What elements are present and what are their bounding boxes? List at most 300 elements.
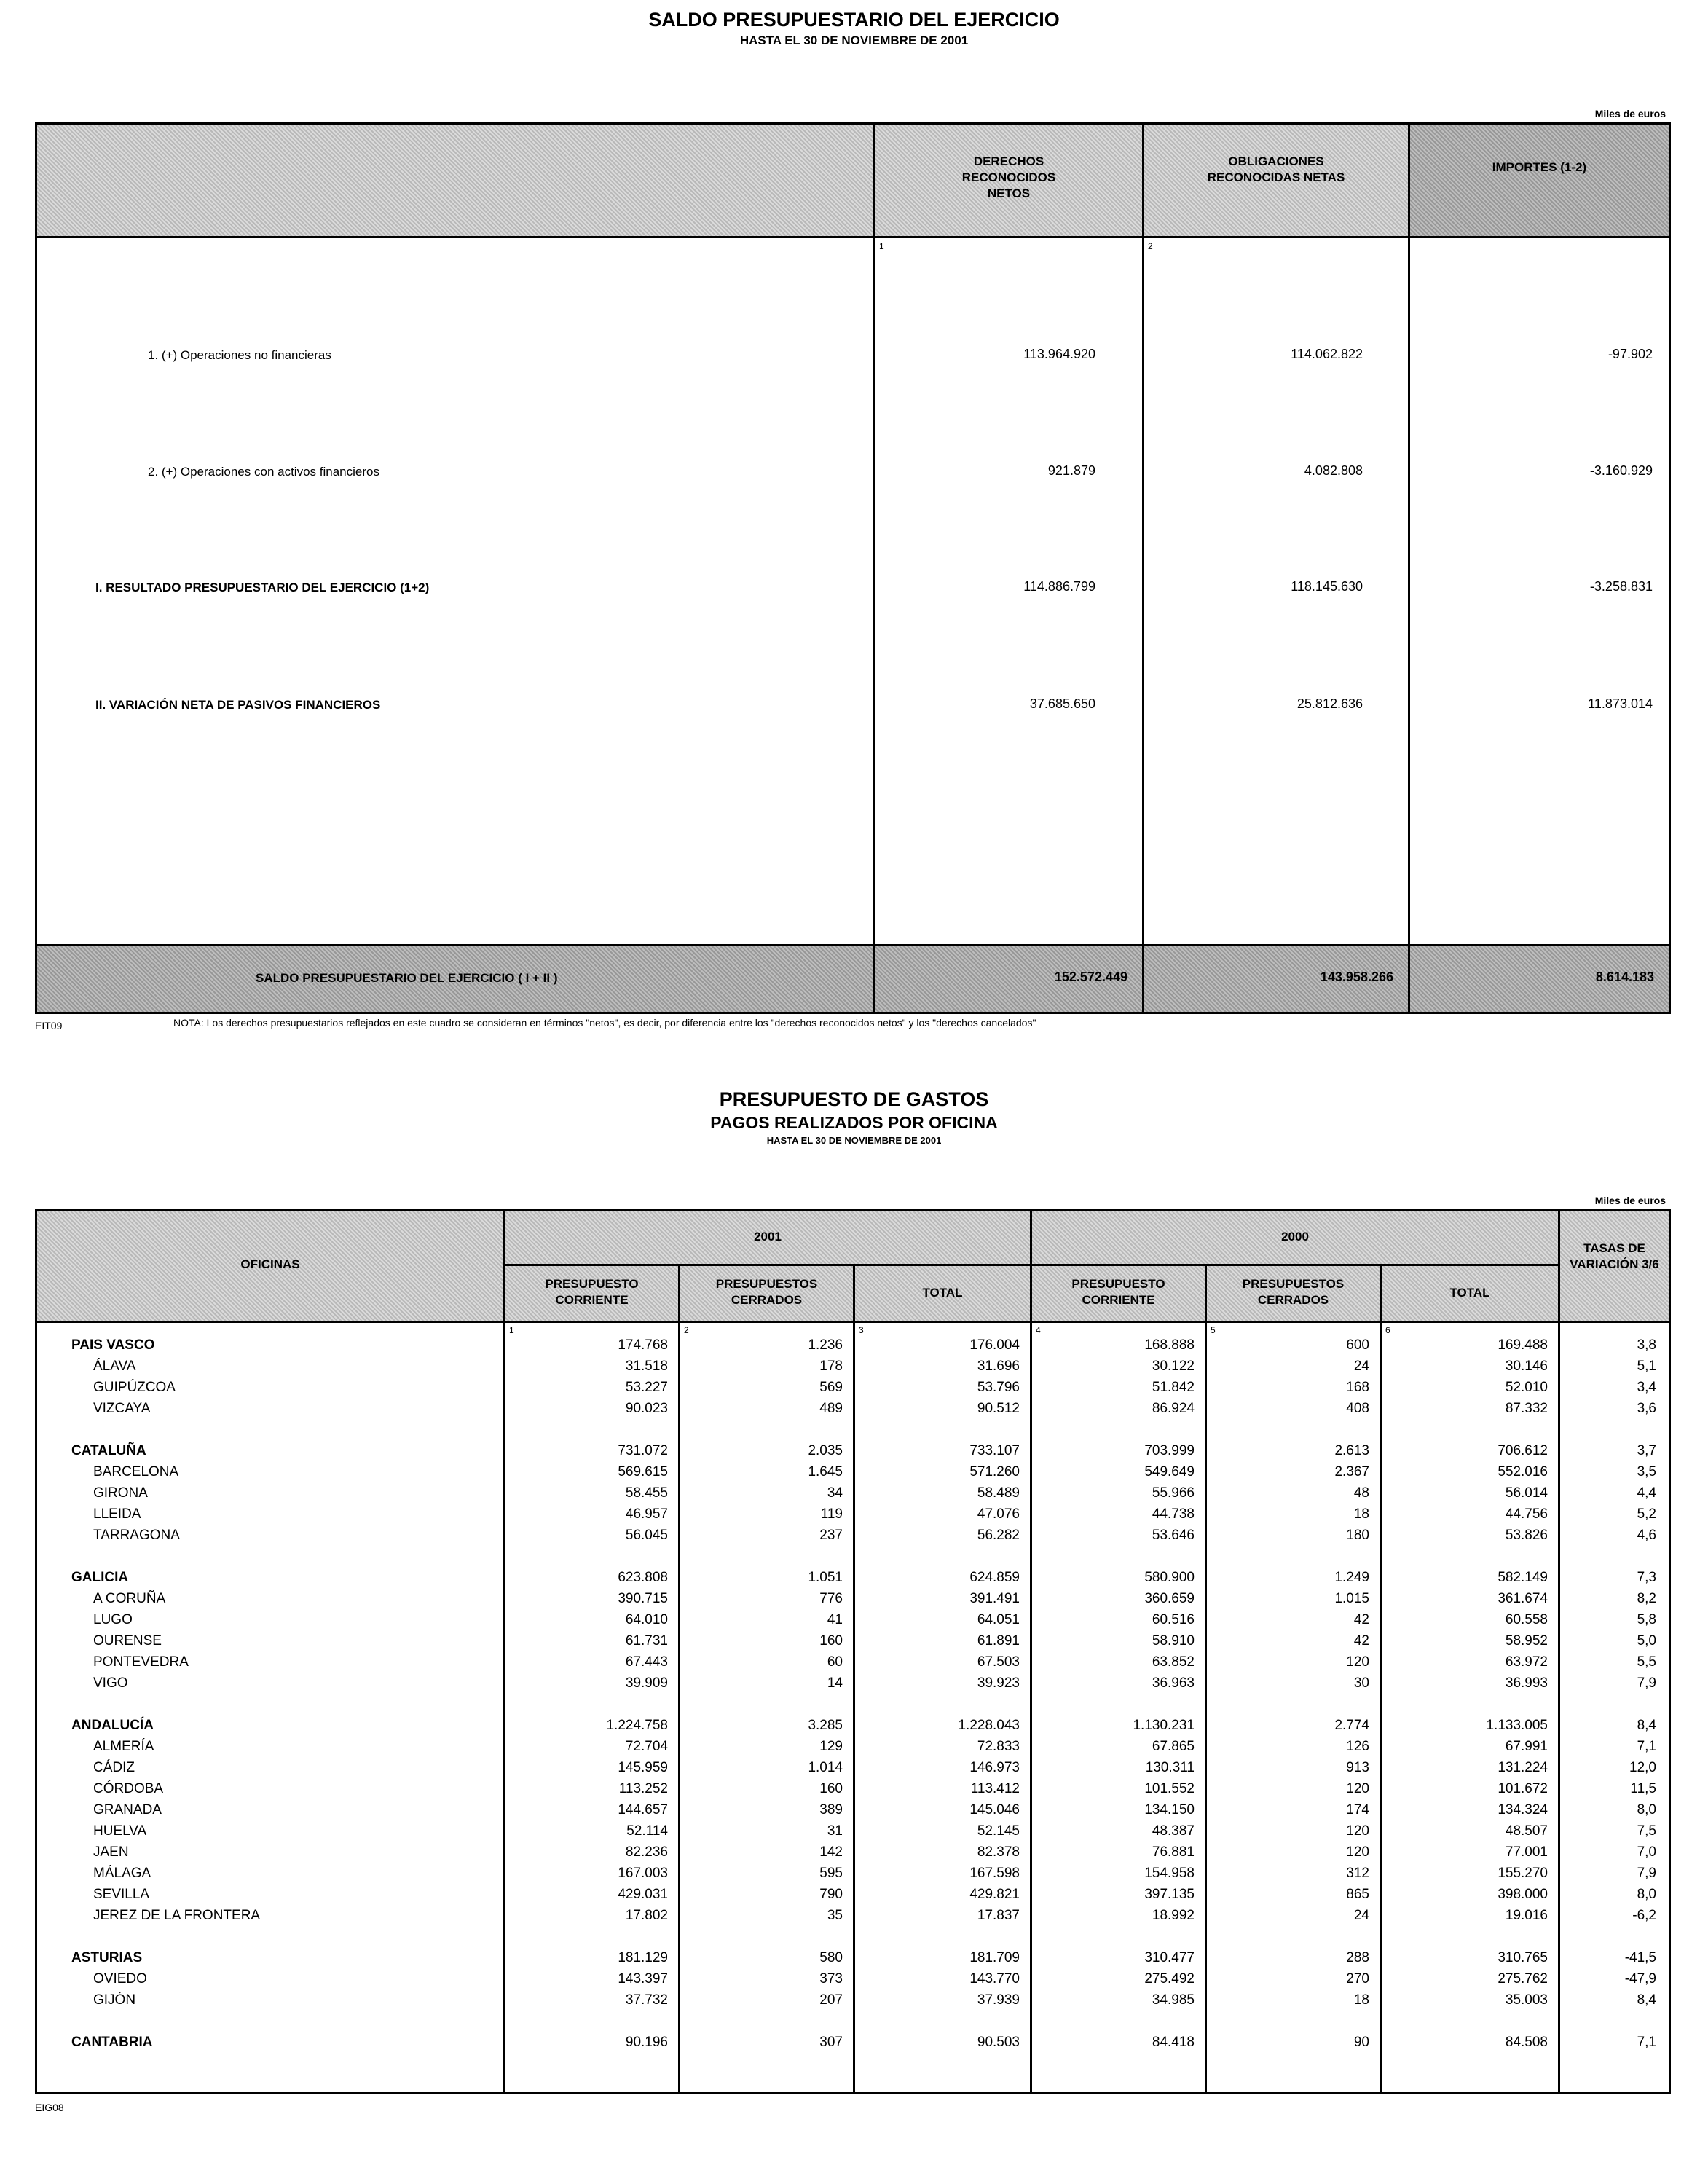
saldo-header-col2: [1144, 125, 1408, 236]
office-row: [35, 1377, 1666, 1398]
gastos-h-tasas-cell: [1560, 1211, 1669, 1321]
value-f: 67.991: [1505, 1738, 1548, 1754]
value-g: 5,2: [1637, 1506, 1656, 1522]
saldo-row-2-v2: 4.082.808: [1304, 463, 1363, 478]
value-e: 2.774: [1334, 1717, 1369, 1733]
office-row: [35, 1842, 1666, 1863]
gastos-body: [35, 1335, 1666, 2053]
value-c: 113.412: [970, 1780, 1020, 1796]
value-b: 1.645: [808, 1463, 843, 1479]
value-d: 310.477: [1144, 1949, 1195, 1965]
value-f: 30.146: [1505, 1358, 1548, 1374]
gastos-h-2001-pcer-cell: [680, 1266, 853, 1321]
value-d: 275.492: [1144, 1970, 1195, 1987]
office-name: LLEIDA: [93, 1506, 141, 1522]
value-e: 48: [1353, 1485, 1369, 1501]
value-e: 1.015: [1334, 1590, 1369, 1606]
value-f: 58.952: [1505, 1632, 1548, 1648]
gastos-h-2001-pc-cell: [505, 1266, 678, 1321]
gastos-h-2001-cell: [505, 1211, 1030, 1264]
value-a: 82.236: [625, 1844, 668, 1860]
value-e: 120: [1346, 1780, 1369, 1796]
value-a: 53.227: [625, 1379, 668, 1395]
value-a: 623.808: [618, 1569, 668, 1585]
value-d: 101.552: [1144, 1780, 1195, 1796]
gastos-colnum-5: 5: [1211, 1325, 1216, 1335]
value-a: 569.615: [618, 1463, 668, 1479]
value-d: 86.924: [1152, 1400, 1195, 1416]
value-a: 90.023: [625, 1400, 668, 1416]
value-e: 913: [1346, 1759, 1369, 1775]
office-row: [35, 1630, 1666, 1651]
saldo-total-label: SALDO PRESUPUESTARIO DEL EJERCICIO ( I + II ): [256, 971, 558, 985]
gastos-unit: Miles de euros: [1594, 1195, 1666, 1206]
office-row: [35, 1398, 1666, 1419]
value-e: 2.613: [1334, 1442, 1369, 1458]
value-e: 42: [1353, 1632, 1369, 1648]
value-c: 146.973: [969, 1759, 1020, 1775]
value-f: 36.993: [1505, 1675, 1548, 1691]
value-e: 168: [1346, 1379, 1369, 1395]
saldo-total-v3: 8.614.183: [1595, 970, 1654, 984]
group-gap-cell: [35, 2011, 1666, 2032]
saldo-header-blank: [37, 125, 873, 236]
value-d: 60.516: [1152, 1611, 1195, 1627]
office-row: [35, 1968, 1666, 1989]
value-g: 7,9: [1637, 1675, 1656, 1691]
value-c: 39.923: [977, 1675, 1020, 1691]
office-row: [35, 1736, 1666, 1757]
group-gap-cell: [35, 1694, 1666, 1715]
group-gap: [35, 2011, 1666, 2032]
office-name: OVIEDO: [93, 1970, 147, 1987]
office-name: HUELVA: [93, 1823, 147, 1839]
office-name: CÓRDOBA: [93, 1780, 164, 1796]
value-d: 48.387: [1152, 1823, 1195, 1839]
value-a: 113.252: [618, 1780, 668, 1796]
gastos-h-2000-pc-cell: [1032, 1266, 1205, 1321]
saldo-row-1-v3: -97.902: [1607, 347, 1653, 361]
value-g: 5,1: [1637, 1358, 1656, 1374]
saldo-vrule-3: [1408, 125, 1410, 1012]
value-a: 61.731: [625, 1632, 668, 1648]
value-f: 361.674: [1498, 1590, 1548, 1606]
value-f: 169.488: [1498, 1337, 1548, 1353]
value-a: 64.010: [625, 1611, 668, 1627]
value-c: 56.282: [977, 1527, 1020, 1543]
value-c: 624.859: [969, 1569, 1020, 1585]
value-f: 552.016: [1498, 1463, 1548, 1479]
value-g: 7,1: [1637, 2034, 1656, 2050]
value-c: 67.503: [977, 1654, 1020, 1670]
saldo-header-rule: [37, 236, 1669, 238]
value-g: 8,0: [1637, 1801, 1656, 1818]
office-row: [35, 1356, 1666, 1377]
saldo-header-col3: [1410, 125, 1669, 236]
office-row: [35, 1863, 1666, 1884]
gastos-colnum-4: 4: [1036, 1325, 1041, 1335]
saldo-total-v2-cell: [1144, 946, 1408, 1012]
saldo-row-2-v3: -3.160.929: [1589, 463, 1653, 478]
value-g: 4,6: [1637, 1527, 1656, 1543]
office-name: GRANADA: [93, 1801, 162, 1818]
office-name: TARRAGONA: [93, 1527, 180, 1543]
gastos-date: HASTA EL 30 DE NOVIEMBRE DE 2001: [766, 1135, 942, 1146]
value-g: 5,0: [1637, 1632, 1656, 1648]
value-g: 5,5: [1637, 1654, 1656, 1670]
value-a: 429.031: [618, 1886, 668, 1902]
group-gap-cell: [35, 1419, 1666, 1440]
value-f: 53.826: [1505, 1527, 1548, 1543]
region-row: [35, 1715, 1666, 1736]
value-d: 549.649: [1144, 1463, 1195, 1479]
value-a: 37.732: [625, 1992, 668, 2008]
value-f: 134.324: [1498, 1801, 1548, 1818]
value-d: 130.311: [1145, 1759, 1195, 1775]
value-b: 35: [827, 1907, 843, 1923]
value-f: 101.672: [1498, 1780, 1548, 1796]
value-b: 178: [819, 1358, 843, 1374]
gastos-colnum-3: 3: [859, 1325, 864, 1335]
saldo-table: [35, 122, 1671, 1014]
value-f: 706.612: [1498, 1442, 1548, 1458]
value-a: 39.909: [625, 1675, 668, 1691]
value-d: 76.881: [1152, 1844, 1195, 1860]
saldo-note: NOTA: Los derechos presupuestarios reflejados en este cuadro se consideran en términos "netos", es decir, por diferencia entre los "derechos reconocidos netos" y los "derechos cancelados": [173, 1017, 1036, 1029]
value-c: 58.489: [977, 1485, 1020, 1501]
office-name: GIJÓN: [93, 1992, 136, 2008]
group-gap-cell: [35, 1926, 1666, 1947]
region-row: [35, 1947, 1666, 1968]
value-d: 18.992: [1152, 1907, 1195, 1923]
value-d: 580.900: [1144, 1569, 1195, 1585]
saldo-vrule-2: [1142, 125, 1144, 1012]
value-g: 7,5: [1637, 1823, 1656, 1839]
office-name: ALMERÍA: [93, 1738, 154, 1754]
value-d: 63.852: [1152, 1654, 1195, 1670]
value-c: 17.837: [977, 1907, 1020, 1923]
value-b: 160: [819, 1780, 843, 1796]
value-f: 1.133.005: [1486, 1717, 1548, 1733]
value-g: 8,2: [1637, 1590, 1656, 1606]
gastos-h-2000-pcer-cell: [1207, 1266, 1380, 1321]
value-a: 174.768: [618, 1337, 668, 1353]
office-name: VIGO: [93, 1675, 128, 1691]
group-gap: [35, 1694, 1666, 1715]
value-b: 3.285: [808, 1717, 843, 1733]
value-g: 12,0: [1629, 1759, 1656, 1775]
saldo-vrule-1: [873, 125, 875, 1012]
group-gap: [35, 1419, 1666, 1440]
value-f: 52.010: [1505, 1379, 1548, 1395]
value-d: 51.842: [1152, 1379, 1195, 1395]
value-f: 60.558: [1505, 1611, 1548, 1627]
office-name: SEVILLA: [93, 1886, 150, 1902]
value-e: 18: [1353, 1992, 1369, 2008]
value-g: 7,9: [1637, 1865, 1656, 1881]
saldo-total-v1-cell: [875, 946, 1142, 1012]
value-g: 8,0: [1637, 1886, 1656, 1902]
value-d: 360.659: [1144, 1590, 1195, 1606]
value-c: 167.598: [969, 1865, 1020, 1881]
value-g: 3,8: [1637, 1337, 1656, 1353]
value-c: 90.503: [977, 2034, 1020, 2050]
value-b: 237: [819, 1527, 843, 1543]
value-g: 8,4: [1637, 1992, 1656, 2008]
value-b: 31: [827, 1823, 843, 1839]
gastos-h-tasas: TASAS DE VARIACIÓN 3/6: [1570, 1241, 1659, 1271]
value-e: 174: [1346, 1801, 1369, 1818]
value-d: 1.130.231: [1133, 1717, 1195, 1733]
value-b: 142: [819, 1844, 843, 1860]
value-b: 595: [819, 1865, 843, 1881]
value-a: 167.003: [618, 1865, 668, 1881]
saldo-date: HASTA EL 30 DE NOVIEMBRE DE 2001: [739, 34, 969, 47]
saldo-row-2-v1: 921.879: [1047, 463, 1095, 478]
value-g: 3,7: [1637, 1442, 1656, 1458]
value-d: 58.910: [1152, 1632, 1195, 1648]
office-name: PAIS VASCO: [71, 1337, 155, 1353]
value-e: 120: [1346, 1844, 1369, 1860]
value-b: 41: [827, 1611, 843, 1627]
saldo-colnum-2: 2: [1148, 241, 1153, 251]
office-name: GALICIA: [71, 1569, 129, 1585]
value-b: 776: [819, 1590, 843, 1606]
value-e: 24: [1353, 1907, 1369, 1923]
value-a: 1.224.758: [606, 1717, 668, 1733]
value-b: 129: [819, 1738, 843, 1754]
value-f: 84.508: [1505, 2034, 1548, 2050]
office-name: PONTEVEDRA: [93, 1654, 189, 1670]
value-f: 275.762: [1498, 1970, 1548, 1987]
region-row: [35, 1567, 1666, 1588]
value-c: 82.378: [977, 1844, 1020, 1860]
value-c: 47.076: [977, 1506, 1020, 1522]
value-e: 1.249: [1334, 1569, 1369, 1585]
office-name: GIRONA: [93, 1485, 148, 1501]
office-row: [35, 1989, 1666, 2011]
value-a: 181.129: [618, 1949, 668, 1965]
value-a: 145.959: [618, 1759, 668, 1775]
office-name: ÁLAVA: [93, 1358, 136, 1374]
value-c: 571.260: [969, 1463, 1020, 1479]
value-a: 144.657: [618, 1801, 668, 1818]
value-f: 35.003: [1505, 1992, 1548, 2008]
value-d: 36.963: [1152, 1675, 1195, 1691]
saldo-code: EIT09: [35, 1020, 63, 1031]
value-b: 489: [819, 1400, 843, 1416]
saldo-row-3-v1: 114.886.799: [1023, 579, 1095, 594]
value-b: 373: [819, 1970, 843, 1987]
office-name: JAEN: [93, 1844, 129, 1860]
value-g: 11,5: [1630, 1780, 1656, 1796]
value-g: -6,2: [1632, 1907, 1656, 1923]
value-g: -47,9: [1624, 1970, 1656, 1987]
office-row: [35, 1609, 1666, 1630]
value-b: 569: [819, 1379, 843, 1395]
gastos-h-2000-total-cell: [1382, 1266, 1558, 1321]
saldo-row-3-label: I. RESULTADO PRESUPUESTARIO DEL EJERCICIO (1+2): [95, 581, 430, 594]
value-e: 270: [1346, 1970, 1369, 1987]
gastos-h-2001-pc: PRESUPUESTO CORRIENTE: [545, 1277, 639, 1307]
saldo-row-3-v2: 118.145.630: [1291, 579, 1363, 594]
saldo-header-col2-label: OBLIGACIONES RECONOCIDAS NETAS: [1207, 154, 1345, 184]
saldo-title: SALDO PRESUPUESTARIO DEL EJERCICIO: [648, 9, 1060, 31]
value-e: 24: [1353, 1358, 1369, 1374]
value-g: 5,8: [1637, 1611, 1656, 1627]
office-row: [35, 1504, 1666, 1525]
value-d: 34.985: [1152, 1992, 1195, 2008]
value-a: 90.196: [625, 2034, 668, 2050]
office-row: [35, 1820, 1666, 1842]
value-d: 44.738: [1152, 1506, 1195, 1522]
gastos-h-2000: 2000: [1281, 1230, 1309, 1243]
value-c: 181.709: [969, 1949, 1020, 1965]
value-b: 790: [819, 1886, 843, 1902]
value-c: 391.491: [969, 1590, 1020, 1606]
office-row: [35, 1651, 1666, 1673]
value-b: 14: [827, 1675, 843, 1691]
saldo-row-4-label: II. VARIACIÓN NETA DE PASIVOS FINANCIEROS: [95, 698, 381, 712]
value-c: 143.770: [969, 1970, 1020, 1987]
saldo-row-4-v1: 37.685.650: [1029, 696, 1095, 711]
value-b: 160: [819, 1632, 843, 1648]
office-name: MÁLAGA: [93, 1865, 151, 1881]
value-e: 408: [1346, 1400, 1369, 1416]
office-row: [35, 1884, 1666, 1905]
value-e: 120: [1346, 1654, 1369, 1670]
value-c: 145.046: [969, 1801, 1020, 1818]
value-a: 731.072: [618, 1442, 668, 1458]
group-gap: [35, 1926, 1666, 1947]
gastos-subtitle: PAGOS REALIZADOS POR OFICINA: [710, 1113, 998, 1132]
office-row: [35, 1482, 1666, 1504]
value-g: 3,6: [1637, 1400, 1656, 1416]
value-d: 168.888: [1144, 1337, 1195, 1353]
office-name: BARCELONA: [93, 1463, 179, 1479]
value-c: 31.696: [977, 1358, 1020, 1374]
value-d: 154.958: [1144, 1865, 1195, 1881]
value-f: 131.224: [1498, 1759, 1548, 1775]
value-b: 119: [820, 1506, 843, 1522]
value-a: 46.957: [625, 1506, 668, 1522]
value-c: 53.796: [977, 1379, 1020, 1395]
value-b: 307: [819, 2034, 843, 2050]
value-f: 19.016: [1505, 1907, 1548, 1923]
saldo-header-col1-label: DERECHOS RECONOCIDOS NETOS: [961, 154, 1056, 200]
value-e: 312: [1346, 1865, 1369, 1881]
saldo-row-1-label: 1. (+) Operaciones no financieras: [148, 348, 331, 362]
value-e: 42: [1353, 1611, 1369, 1627]
value-e: 90: [1353, 2034, 1369, 2050]
saldo-total-label-cell: [37, 946, 873, 1012]
value-e: 288: [1346, 1949, 1369, 1965]
saldo-row-4-v3: 11.873.014: [1588, 696, 1653, 711]
value-b: 1.236: [808, 1337, 843, 1353]
value-f: 48.507: [1505, 1823, 1548, 1839]
value-g: 7,1: [1637, 1738, 1656, 1754]
value-g: 4,4: [1637, 1485, 1656, 1501]
value-a: 143.397: [618, 1970, 668, 1987]
office-name: ANDALUCÍA: [71, 1717, 154, 1733]
group-gap-cell: [35, 1546, 1666, 1567]
office-name: OURENSE: [93, 1632, 162, 1648]
value-g: 7,3: [1637, 1569, 1656, 1585]
office-name: CATALUÑA: [71, 1442, 146, 1458]
office-row: [35, 1673, 1666, 1694]
value-c: 90.512: [977, 1400, 1020, 1416]
office-row: [35, 1588, 1666, 1609]
gastos-h-2001-total-cell: [855, 1266, 1030, 1321]
value-g: 7,0: [1637, 1844, 1656, 1860]
value-d: 30.122: [1152, 1358, 1195, 1374]
gastos-h-2000-total: TOTAL: [1449, 1286, 1490, 1300]
value-f: 582.149: [1498, 1569, 1548, 1585]
value-a: 31.518: [625, 1358, 668, 1374]
saldo-row-1-v2: 114.062.822: [1291, 347, 1363, 361]
value-f: 56.014: [1505, 1485, 1548, 1501]
value-a: 17.802: [625, 1907, 668, 1923]
saldo-header-col1: [875, 125, 1142, 236]
value-f: 77.001: [1505, 1844, 1548, 1860]
gastos-h-2001: 2001: [754, 1230, 782, 1243]
gastos-h-oficinas-cell: [37, 1211, 503, 1321]
office-name: CANTABRIA: [71, 2034, 153, 2050]
value-e: 180: [1346, 1527, 1369, 1543]
value-e: 30: [1353, 1675, 1369, 1691]
value-c: 37.939: [977, 1992, 1020, 2008]
gastos-h-2000-pcer: PRESUPUESTOS CERRADOS: [1242, 1277, 1345, 1307]
value-d: 397.135: [1144, 1886, 1195, 1902]
gastos-h-2000-pc: PRESUPUESTO CORRIENTE: [1071, 1277, 1165, 1307]
value-f: 398.000: [1498, 1886, 1548, 1902]
gastos-h-2001-total: TOTAL: [922, 1286, 963, 1300]
saldo-row-4-v2: 25.812.636: [1296, 696, 1363, 711]
office-name: CÁDIZ: [93, 1759, 135, 1775]
saldo-unit: Miles de euros: [1594, 108, 1666, 119]
saldo-row-3-v3: -3.258.831: [1589, 579, 1653, 594]
office-name: LUGO: [93, 1611, 133, 1627]
gastos-colnum-1: 1: [509, 1325, 514, 1335]
value-g: -41,5: [1624, 1949, 1656, 1965]
gastos-h-2001-pcer: PRESUPUESTOS CERRADOS: [715, 1277, 818, 1307]
value-a: 52.114: [626, 1823, 668, 1839]
value-d: 84.418: [1152, 2034, 1195, 2050]
value-c: 61.891: [977, 1632, 1020, 1648]
saldo-total-v2: 143.958.266: [1320, 970, 1393, 984]
office-row: [35, 1461, 1666, 1482]
value-g: 3,4: [1637, 1379, 1656, 1395]
value-c: 1.228.043: [958, 1717, 1020, 1733]
value-b: 34: [827, 1485, 843, 1501]
value-f: 87.332: [1505, 1400, 1548, 1416]
value-e: 120: [1346, 1823, 1369, 1839]
saldo-row-2-label: 2. (+) Operaciones con activos financieros: [148, 465, 379, 479]
value-d: 67.865: [1152, 1738, 1195, 1754]
value-g: 3,5: [1637, 1463, 1656, 1479]
value-f: 63.972: [1505, 1654, 1548, 1670]
value-b: 60: [827, 1654, 843, 1670]
office-row: [35, 1757, 1666, 1778]
value-c: 733.107: [969, 1442, 1020, 1458]
value-c: 72.833: [977, 1738, 1020, 1754]
office-row: [35, 1799, 1666, 1820]
office-name: GUIPÚZCOA: [93, 1379, 176, 1395]
value-d: 53.646: [1152, 1527, 1195, 1543]
value-c: 176.004: [969, 1337, 1020, 1353]
value-e: 18: [1353, 1506, 1369, 1522]
value-a: 58.455: [625, 1485, 668, 1501]
